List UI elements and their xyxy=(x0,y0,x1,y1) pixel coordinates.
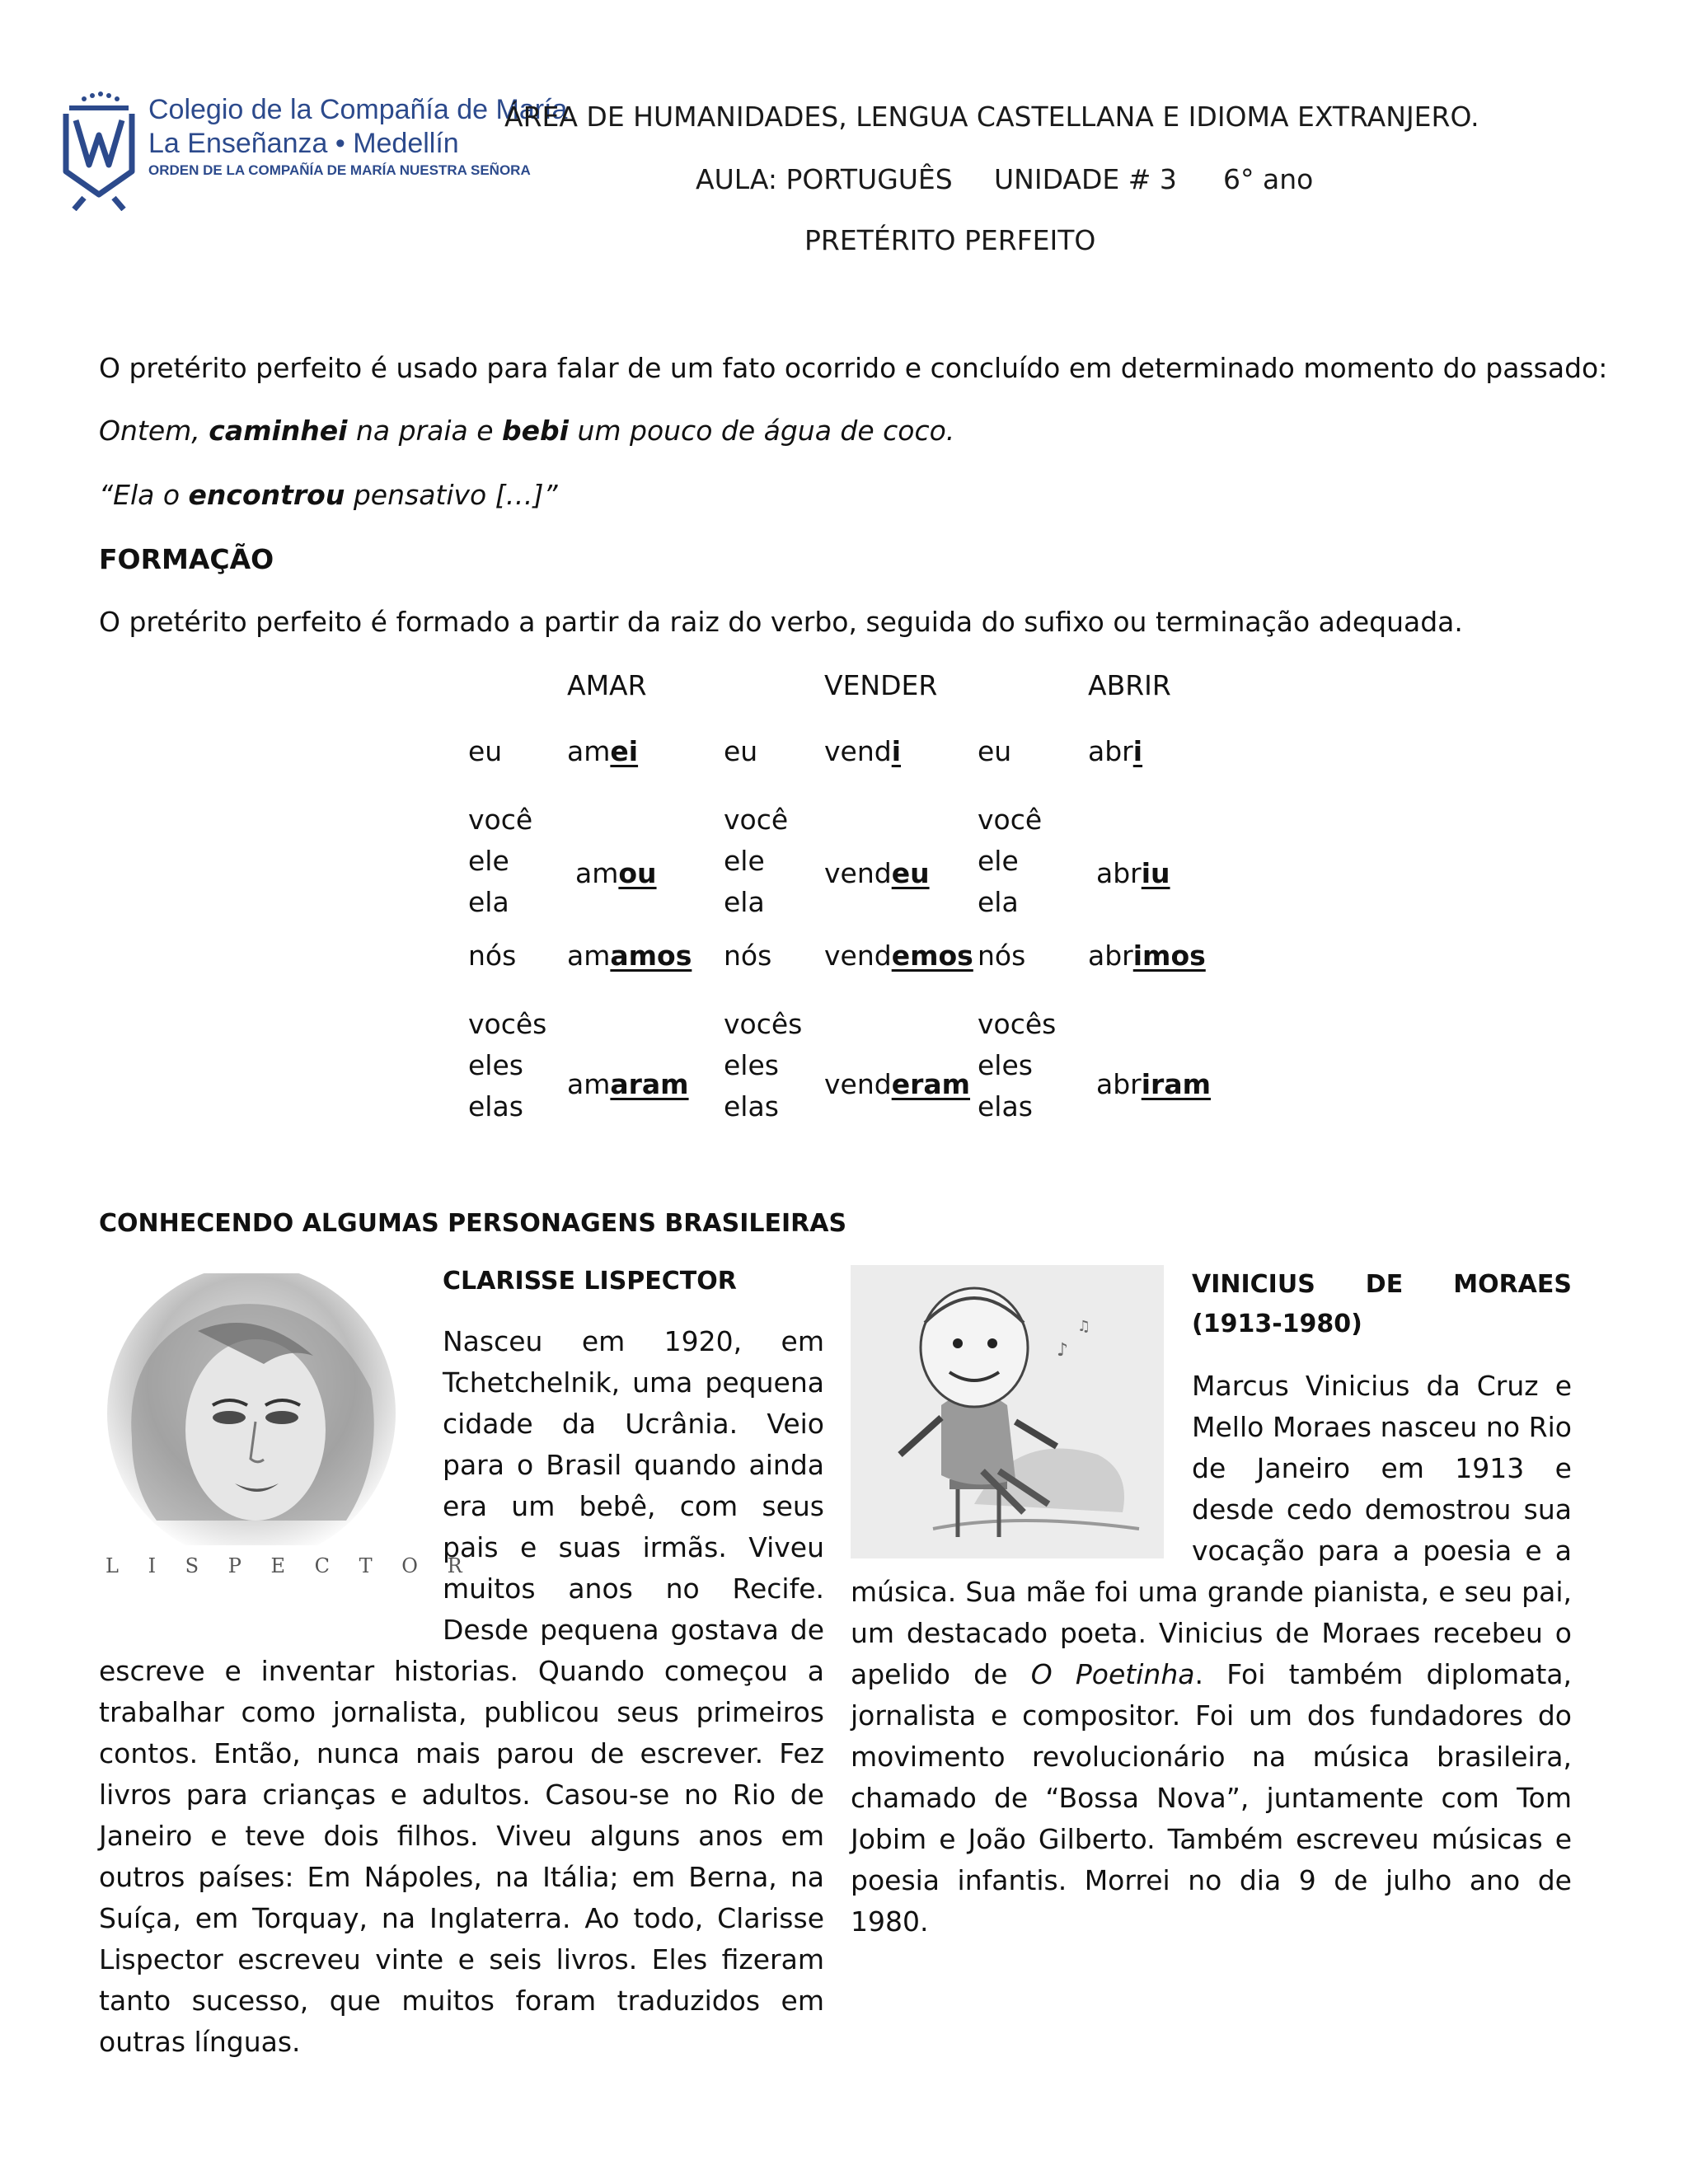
amar-eles: amaram xyxy=(567,1068,689,1100)
verb-header-abrir: ABRIR xyxy=(1088,669,1171,701)
pronoun-nos: nós xyxy=(468,940,517,972)
example-1-verb-2: bebi xyxy=(502,415,569,447)
unidade-label: UNIDADE # 3 xyxy=(994,163,1177,195)
example-1-part-2: na praia e xyxy=(347,415,503,447)
vinicius-nickname: O Poetinha xyxy=(1030,1658,1195,1690)
logo-line-2: La Enseñanza • Medellín xyxy=(148,128,459,159)
vender-eles: venderam xyxy=(824,1068,971,1100)
abrir-ele: abriu xyxy=(1096,857,1170,889)
formacao-text: O pretérito perfeito é formado a partir da raiz do verbo, seguida do sufixo ou terminação adequada. xyxy=(99,606,1463,638)
amar-eu: amei xyxy=(567,735,639,767)
pronouns-singular-3rd: você ele ela xyxy=(724,804,789,918)
abrir-nos: abrimos xyxy=(1088,940,1206,972)
vender-nos: vendemos xyxy=(824,940,973,972)
pronoun-eu: eu xyxy=(724,735,758,767)
svg-text:♫: ♫ xyxy=(1077,1318,1091,1335)
abrir-eles: abriram xyxy=(1096,1068,1211,1100)
pronouns-singular-3rd: você ele ela xyxy=(978,804,1043,918)
ano-label: 6° ano xyxy=(1223,163,1314,195)
svg-text:♪: ♪ xyxy=(1057,1340,1069,1361)
example-1-part-3: um pouco de água de coco. xyxy=(568,415,955,447)
vender-ele: vendeu xyxy=(824,857,930,889)
example-1-part-1: Ontem, xyxy=(99,415,209,447)
clarisse-portrait xyxy=(99,1265,474,1619)
verb-header-amar: AMAR xyxy=(567,669,647,701)
vinicius-section xyxy=(851,1265,1572,1943)
logo-line-1: Colegio de la Compañía de María xyxy=(148,94,568,125)
logo-line-3: ORDEN DE LA COMPAÑÍA DE MARÍA NUESTRA SEÑORA xyxy=(148,162,531,178)
example-1-verb-1: caminhei xyxy=(209,415,348,447)
clarisse-section xyxy=(99,1265,824,2063)
pronouns-plural-3rd: vocês eles elas xyxy=(724,1008,803,1122)
amar-nos: amamos xyxy=(567,940,692,972)
pronoun-eu: eu xyxy=(468,735,503,767)
verb-header-vender: VENDER xyxy=(824,669,938,701)
school-crest-icon xyxy=(59,89,138,211)
page-title: PRETÉRITO PERFEITO xyxy=(804,224,1096,256)
example-sentence-2 xyxy=(99,475,558,516)
pronouns-singular-3rd: você ele ela xyxy=(468,804,533,918)
pronoun-nos: nós xyxy=(978,940,1026,972)
area-title: ÁREA DE HUMANIDADES, LENGUA CASTELLANA E IDIOMA EXTRANJERO. xyxy=(504,101,1479,133)
aula-label: AULA: PORTUGUÊS xyxy=(696,163,953,195)
vinicius-name: VINICIUS DE MORAES (1913-1980) xyxy=(1192,1270,1572,1338)
amar-ele: amou xyxy=(575,857,657,889)
pronoun-nos: nós xyxy=(724,940,772,972)
pronouns-plural-3rd: vocês eles elas xyxy=(978,1008,1057,1122)
example-2-part-2: pensativo […]” xyxy=(345,479,558,511)
clarisse-name: CLARISSE LISPECTOR xyxy=(443,1267,737,1296)
example-2-part-1: “Ela o xyxy=(99,479,189,511)
vinicius-bio-part-1: Marcus Vinicius da Cruz e Mello Moraes nasceu no Rio de Janeiro em 1913 e desde cedo demostrou sua vocação para a poesia e a música. Sua mãe foi uma grande pianista, e seu pai, um destacado poeta. Vinicius de Moraes recebeu o apelido de xyxy=(851,1370,1572,1690)
vinicius-bio-part-2: . Foi também diplomata, jornalista e compositor. Foi um dos fundadores do movimento revolucionário na música brasileira, chamado de “Bossa Nova”, juntamente com Tom Jobim e João Gilberto. Também escreveu músicas e poesia infantis. Morrei no dia 9 de julho ano de 1980. xyxy=(851,1658,1572,1938)
vender-eu: vendi xyxy=(824,735,902,767)
clarisse-bio: Nasceu em 1920, em Tchetchelnik, uma pequena cidade da Ucrânia. Veio para o Brasil quando ainda era um bebê, com seus pais e suas irmãs. Viveu muitos anos no Recife. Desde pequena gostava de escreve e inventar historias. Quando começou a trabalhar como jornalista, publicou seus primeiros contos. Então, nunca mais parou de escrever. Fez livros para crianças e adultos. Casou-se no Rio de Janeiro e teve dois filhos. Viveu alguns anos em outros países: Em Nápoles, na Itália; em Berna, na Suíça, em Torquay, na Inglaterra. Ao todo, Clarisse Lispector escreveu vinte e seis livros. Eles fizeram tanto sucesso, que muitos foram traduzidos em outras línguas. xyxy=(99,1325,824,2058)
definition-text: O pretérito perfeito é usado para falar de um fato ocorrido e concluído em determinado momento do passado: xyxy=(99,352,1608,384)
personagens-heading: CONHECENDO ALGUMAS PERSONAGENS BRASILEIRAS xyxy=(99,1209,847,1238)
vinicius-caricature xyxy=(851,1265,1164,1558)
example-sentence-1 xyxy=(99,410,954,452)
pronoun-eu: eu xyxy=(978,735,1012,767)
abrir-eu: abri xyxy=(1088,735,1143,767)
example-2-verb: encontrou xyxy=(188,479,345,511)
formacao-heading: FORMAÇÃO xyxy=(99,543,274,575)
clarisse-portrait-caption: L I S P E C T O R xyxy=(106,1554,474,1577)
pronouns-plural-3rd: vocês eles elas xyxy=(468,1008,547,1122)
